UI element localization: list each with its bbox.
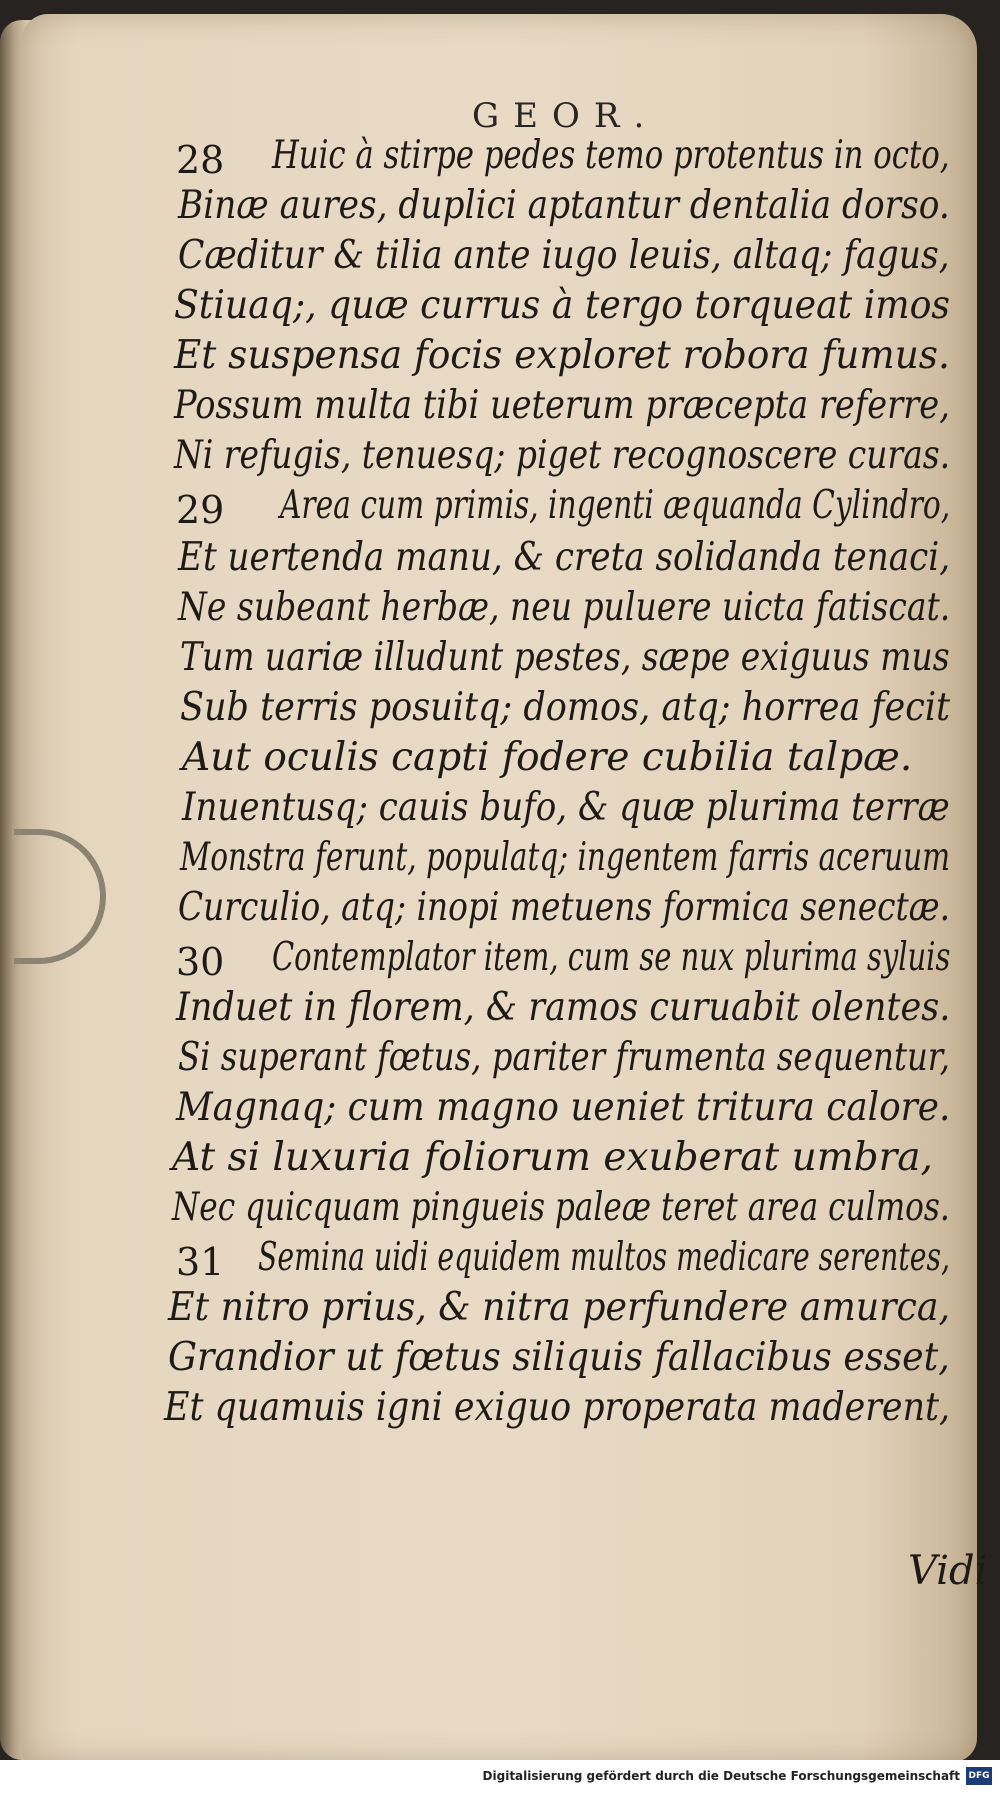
verse-line: Induet in florem, & ramos curuabit olentes. [176,985,951,1030]
verse-line: Semina uidi equidem multos medicare serentes, [258,1235,950,1280]
verse-line: Contemplator item, cum se nux plurima syluis [272,935,951,980]
dfg-logo: DFG [966,1767,992,1785]
verse-line: Possum multa tibi ueterum præcepta referre, [174,383,950,428]
verse-line: Inuentusq; cauis bufo, & quæ plurima terræ [182,785,950,830]
verse-line: Cæditur & tilia ante iugo leuis, altaq; fagus, [178,233,950,278]
verse-line: Et quamuis igni exiguo properata maderent, [164,1385,951,1430]
catchword: Vidi [908,1548,988,1594]
running-header: GEOR. [472,96,659,136]
verse-number: 29 [176,488,225,532]
verse-line: Si superant fœtus, pariter frumenta sequentur, [178,1035,950,1080]
verse-line: At si luxuria foliorum exuberat umbra, [172,1135,933,1180]
verse-line: Huic à stirpe pedes temo protentus in octo, [272,133,950,178]
verse-number: 31 [176,1240,225,1284]
verse-line: Area cum primis, ingenti æquanda Cylindro, [280,483,951,528]
verse-line: Sub terris posuitq; domos, atq; horrea fecit [180,685,951,730]
verse-line: Ne subeant herbæ, neu puluere uicta fatiscat. [178,585,951,630]
verse-line: Et suspensa focis exploret robora fumus. [174,333,950,378]
verse-line: Tum uariæ illudunt pestes, sæpe exiguus mus [180,635,950,680]
verse-line: Aut oculis capti fodere cubilia talpæ. [182,735,913,780]
verse-line: Monstra ferunt, populatq; ingentem farris aceruum [180,835,951,880]
verse-line: Et nitro prius, & nitra perfundere amurca, [168,1285,951,1330]
page-clasp [14,829,106,964]
verse-line: Ni refugis, tenuesq; piget recognoscere curas. [174,433,951,478]
verse-line: Binæ aures, duplici aptantur dentalia dorso. [178,183,950,228]
digitization-footer [0,1760,1000,1794]
verse-line: Et uertenda manu, & creta solidanda tenaci, [178,535,951,580]
verse-line: Magnaq; cum magno ueniet tritura calore. [176,1085,951,1130]
verse-line: Grandior ut fœtus siliquis fallacibus esset, [168,1335,950,1380]
verse-line: Curculio, atq; inopi metuens formica senectæ. [178,885,951,930]
verse-line: Stiuaq;, quæ currus à tergo torqueat imos [174,283,950,328]
verse-number: 28 [176,138,225,182]
verse-line: Nec quicquam pingueis paleæ teret area culmos. [172,1185,950,1230]
verse-number: 30 [176,940,225,984]
footer-credit: Digitalisierung gefördert durch die Deutsche Forschungsgemeinschaft [482,1769,960,1783]
